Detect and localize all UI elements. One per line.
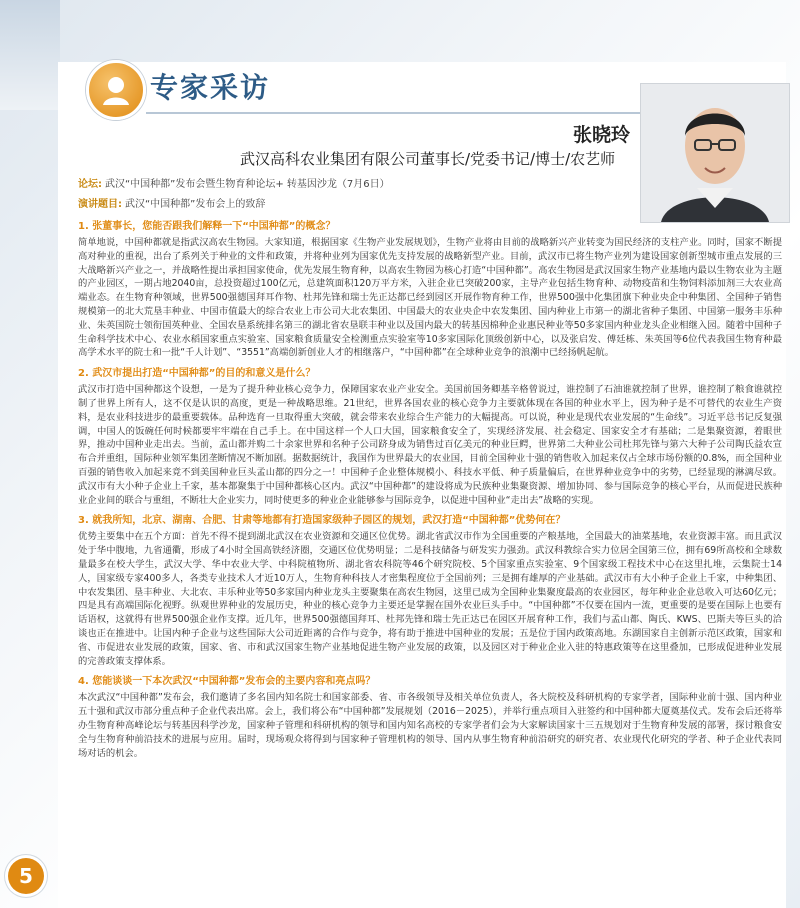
interview-body <box>78 213 782 764</box>
topic-label: 演讲题目: <box>78 199 122 210</box>
section-title: 专家采访 <box>150 71 271 104</box>
forum-label: 论坛: <box>78 179 102 190</box>
question-1: 1. 张董事长，您能否跟我们解释一下“中国种都”的概念？ <box>78 221 336 232</box>
interviewee-name: 张晓玲 <box>573 124 631 146</box>
question-4: 4. 您能谈谈一下本次武汉“中国种都”发布会的主要内容和亮点吗？ <box>78 676 376 688</box>
interviewee-title: 武汉高科农业集团有限公司董事长/党委书记/博士/农艺师 <box>240 150 616 168</box>
forum-line <box>78 175 390 190</box>
page-number-badge: 5 <box>8 858 44 894</box>
answer-3: 优势主要集中在五个方面：首先不得不提到湖北武汉在农业资源和交通区位优势。湖北省武汉市作为全国重要的产粮基地，全国最大的油菜基地，农业资源丰富。而且武汉处于华中腹地，九省通衢，形成了4小时全国高铁经济圈，交通区位优势明显；二是科技储备与研发实力强劲。武汉科教综合实力位居全国第三位，拥有69所高校和全球数量最多在校大学生，武汉大学、华中农业大学、中科院植物所、湖北省农科院等46个研究院校、5个国家重点实验室、9个国家级工程技术中心在这里扎堆，云集院士14人，国家级专家400多人，各类专业技术人才近10万人，生物育种科技人才密集程度位于全国前列；三是拥有雄厚的产业基础。武汉市有大小种子企业上千家，中种集团、中农发集团、垦丰种业、大北农、丰乐种业等50多家国内种业龙头主要聚集在高农生物园，这里已成为全国种业集聚度最高的农业园区，每年种业企业总收入可达60亿元；四是具有高端国际化视野。纵观世界种业的发展历史，种业的核心竞争力主要还是掌握在国外农业巨头手中。“中国种都”不仅要在国内一流，更重要的是要在国际上也要有话语权，这就得有世界500强企业作支撑。近几年，世界500强德国拜耳、杜邦先锋和瑞士先正达已在园区开展育种工作，我们与孟山都、陶氏、KWS、巴斯夫等巨头的洽谈也正在推进中。让国内种子企业与这些国际大公司近距离的合作与竞争，将有助于推进中国种业的发展；五是位于国内政策高地。东湖国家自主创新示范区政策，国家和省、市促进农业发展的政策，国家、省、市和武汉国家生物产业基地促进生物产业发展的政策，以及园区对于种业企业入驻的特惠政策等在这里叠加，已形成促进种业发展的完善政策支撑体系。 <box>78 531 782 667</box>
interviewee-portrait <box>640 83 790 223</box>
answer-2: 武汉市打造中国种都这个设想，一是为了提升种业核心竞争力，保障国家农业产业安全。美国前国务卿基辛格曾说过，谁控制了石油谁就控制了世界，谁控制了粮食谁就控制了世界上所有人，这不仅是认识的高度，更是一种战略思维。21世纪，世界各国农业的核心竞争力主要就体现在各国的种业水平上，因为种子是不可替代的农业生产资料，是农业科技进步的最重要载体。品种选育一旦取得重大突破，就会带来农业综合生产能力的大幅提高。可以说，种业是现代农业发展的“生命线”。习近平总书记反复强调，中国人的饭碗任何时候都要牢牢端在自己手上。在中国这样一个人口大国，国家粮食安全了，实现经济发展、社会稳定、国家安全才有基础；二是集聚资源，着眼世界，推动中国种业走出去。当前，孟山都并购二十余家世界和名种子公司跻身成为销售过百亿美元的种业巨鳄，世界第二大种业公司杜邦先锋与第六大种子公司陶氏益农宣布合并重组，国际种业领军集团垄断情况不断加剧。据数据统计，我国作为世界最大的农业国，目前全国种业十强的销售收入加起来仅占全球市场份额的0.8%，而全国种业百强的销售收入加起来竟不到美国种业巨头孟山都的四分之一！中国种子企业整体规模小、科技水平低、种子质量偏后，在世界种业竞争中的劣势，已经显现的淋漓尽致。武汉市有大小种子企业上千家，基本都聚集于中国种都核心区内。武汉“中国种都”的建设将成为民族种业集聚资源、增加协同、参与国际竞争的核心平台，从而促进民族种业企业间的联合与重组，不断壮大企业实力，同时使更多的种业企业能够参与国际竞争，以促进中国种业“走出去”战略的实现。 <box>78 384 782 506</box>
person-silhouette-icon <box>86 60 146 120</box>
decorative-corner <box>0 0 60 110</box>
topic-line <box>78 195 265 210</box>
answer-1: 简单地说，中国种都就是指武汉高农生物园。大家知道，根据国家《生物产业发展规划》，生物产业将由目前的战略新兴产业转变为国民经济的支柱产业。同时，国家不断提高对种业的重视，出台了系列关于种业的文件和政策，并将种业列为国家优先支持发展的战略新型产业。目前，武汉市已将生物产业列为建设国家创新型城市重点发展的三大战略新兴产业之一，并战略性提出承担国家使命，优先发展生物育种，以高农生物园为核心打造“中国种都”。高农生物园是武汉国家生物产业基地内最以生物农业为主题的产业园区，一期占地2040亩，总投资超过100亿元，总建筑面积120万平方米，入驻企业已突破200家，主导产业包括生物育种、动物疫苗和生物饲料添加剂三大农业高端业态。在生物育种领域，世界500强德国拜耳作物、杜邦先锋和瑞士先正达都已经到园区开展作物育种工作，世界500强中化集团旗下种业央企中种集团、全国种子销售规模第一的北大荒垦丰种业、中国市值最大的综合农业上市公司大北农集团、中国最大的农业央企中农发集团、国内种业上市第一的湖北省种子集团、中国第一服务丰乐种业、朱英国院士领衔国英种业、全国农垦系统排名第三的湖北省农垦联丰种业以及国内最大的转基因棉种企业惠民种业等50多家国内种业龙头企业相继入园。随着中国种子生命科学技术中心、农业水稻国家重点实验室、国家粮食质量安全检测重点实验室等10多家国际化顶级创新中心，以及张启发、傅廷栋、朱英国等6位代表我国生物育种最高学术水平的院士和一批“千人计划”、“3551”高端创新创业人才的相继落户，“中国种都”在全球种业竞争的浪潮中已经扬帆起航。 <box>78 237 782 359</box>
question-3: 3. 就我所知，北京、湖南、合肥、甘肃等地都有打造国家级种子园区的规划，武汉打造“中国种都”优势何在？ <box>78 515 566 527</box>
answer-4: 本次武汉“中国种都”发布会，我们邀请了多名国内知名院士和国家部委、省、市各级领导及相关单位负责人，各大院校及科研机构的专家学者，国际种业前十强、国内种业五十强和武汉市部分重点种子企业代表出席。会上，我们将公布“中国种都”发展规划（2016－2025），并举行重点项目入驻签约和中国种都大厦奠基仪式。发布会后还将举办生物育种高峰论坛与转基因科学沙龙，国家种子管理和科研机构的领导和国内知名高校的专家学者们会为大家解读国家十三五规划对于生物育种发展的部署，探讨粮食安全与生物育种前沿技术的进展与应用。届时，现场观众将得到与国家种子管理机构的领导、国内从事生物育种前沿研究的研究者、农业现代化研究的学者、种子企业代表同场对话的机会。 <box>78 692 782 759</box>
forum-value: 武汉“中国种都”发布会暨生物育种论坛+ 转基因沙龙（7月6日） <box>105 179 390 190</box>
question-2: 2. 武汉市提出打造“中国种都”的目的和意义是什么？ <box>78 368 316 380</box>
topic-value: 武汉“中国种都”发布会上的致辞 <box>125 199 266 210</box>
